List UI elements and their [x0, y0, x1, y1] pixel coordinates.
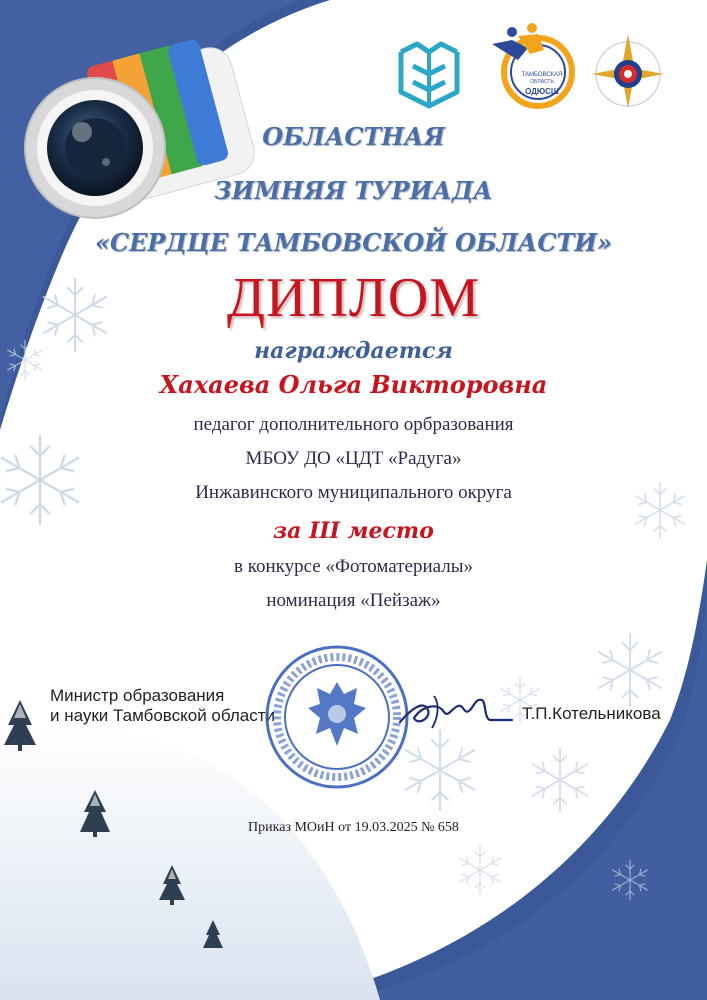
award-contest: в конкурсе «Фотоматериалы» [233, 556, 473, 577]
signatory-title [50, 686, 275, 726]
logo-text-abbr: ОДЮСШ [525, 87, 559, 96]
awarded-label: награждается [254, 338, 453, 364]
diploma-title: ДИПЛОМ [226, 267, 481, 329]
event-line-2: ЗИМНЯЯ ТУРИАДА [214, 176, 493, 205]
logo-text-region: ТАМБОВСКАЯ [521, 72, 563, 78]
event-line-3: «СЕРДЦЕ ТАМБОВСКОЙ ОБЛАСТИ» [95, 228, 612, 257]
handwritten-signature [394, 678, 514, 738]
signatory-title-line-2: и науки Тамбовской области [50, 706, 276, 725]
recipient-district: Инжавинского муниципального округа [195, 482, 512, 503]
sports-school-logo [488, 20, 578, 110]
recipient-organization: МБОУ ДО «ЦДТ «Радуга» [245, 448, 462, 469]
recipient-position: педагог дополнительного орбразования [193, 414, 514, 435]
signatory-name: Т.П.Котельникова [522, 704, 661, 723]
tourism-logo [588, 30, 668, 110]
ministry-logo [393, 40, 465, 110]
award-place: за III место [273, 518, 434, 544]
event-line-1: ОБЛАСТНАЯ [262, 122, 445, 151]
logo-text-oblast: ОБЛАСТЬ [530, 79, 554, 85]
signatory-title-line-1: Министр образования [50, 686, 225, 705]
official-stamp [262, 642, 412, 792]
recipient-name: Хахаева Ольга Викторовна [159, 370, 548, 399]
award-nomination: номинация «Пейзаж» [266, 590, 441, 611]
order-reference: Приказ МОиН от 19.03.2025 № 658 [248, 820, 459, 835]
